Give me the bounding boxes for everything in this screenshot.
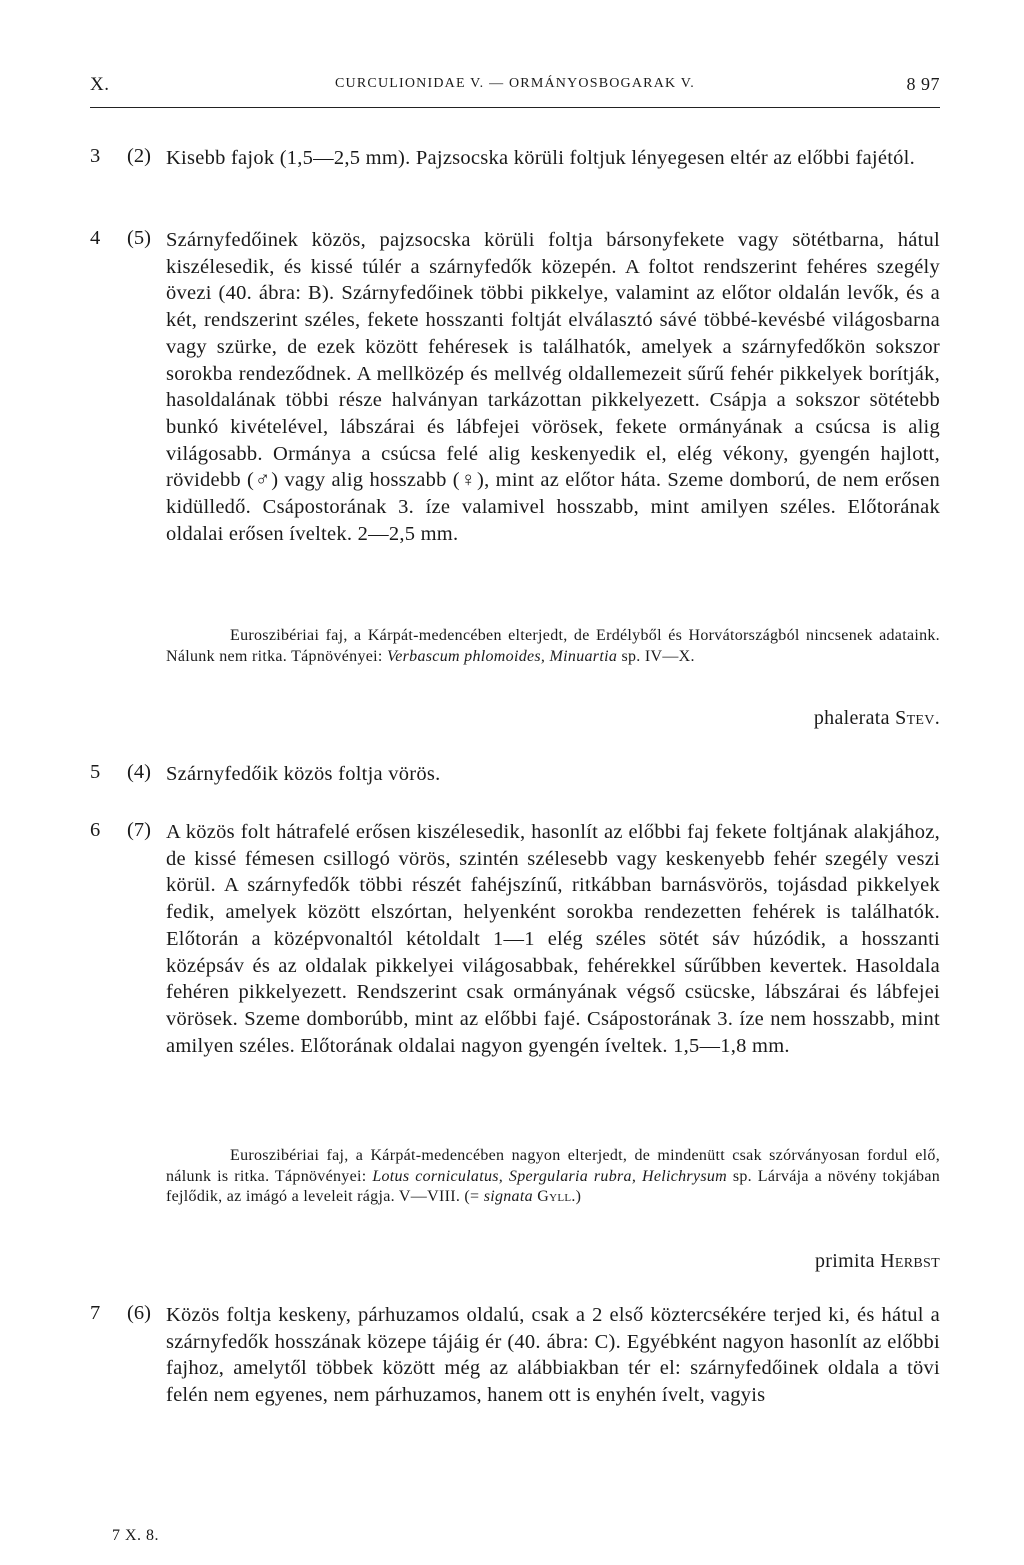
note-text-end: sp. IV—X. bbox=[617, 647, 695, 665]
note-text-end: ) bbox=[575, 1188, 582, 1205]
species-author: Stev. bbox=[895, 707, 940, 729]
entry-text: A közös folt hátrafelé erősen kiszélesedik, hasonlít az előbbi faj fekete foltjának alakjához, de kissé fémesen csillogó vörös, szintén szélesebb vagy keskenyebb fehér szegély veszi körül. A szárnyfedők többi részét fahéjszínű, ritkábban barnásvörös, tojásdad pikkelyek fedik, amelyek között elszórtan, helyenként sorokba rendezetten fehérek is találhatók. Előtorán a középvonaltól kétoldalt 1—1 elég széles sötét sáv húzódik, a hosszanti középsáv és az oldalak pikkelyei világosabbak, fehérekkel sűrűbben kevertek. Hasoldala fehéren pikkelyezett. Rendszerint csak ormányának végső csücske, lábszárai és lábfejei vörösek. Szeme domborúbb, mint az előbbi fajé. Csápostorának 3. íze nem hosszabb, mint amilyen széles. Előtorának oldalai nagyon gyengén íveltek. 1,5—1,8 mm. bbox=[166, 821, 940, 1057]
entry-number: 3 bbox=[90, 145, 101, 167]
entry-reference: (6) bbox=[127, 1302, 151, 1324]
entry-text: Szárnyfedőik közös foltja vörös. bbox=[166, 763, 441, 785]
entry-reference: (2) bbox=[127, 145, 151, 167]
entry-reference: (7) bbox=[127, 819, 151, 841]
running-header bbox=[90, 74, 940, 104]
plant-names: Verbascum phlomoides, Minuartia bbox=[386, 647, 618, 665]
entry-text: Kisebb fajok (1,5—2,5 mm). Pajzsocska körüli foltjuk lényegesen eltér az előbbi fajétól. bbox=[166, 147, 915, 169]
distribution-note bbox=[166, 626, 940, 667]
page-number: 8 97 bbox=[906, 74, 940, 94]
note-text-mid: sp. Lárvája a növény tokjában fejlődik, az imágó a leveleit rágja. V—VIII. (= bbox=[166, 1167, 941, 1205]
entry-number: 4 bbox=[90, 227, 101, 249]
entry-reference: (4) bbox=[127, 761, 151, 783]
note-text: Euroszibériai faj, a Kárpát-medencében nagyon elterjedt, de mindenütt csak szórványosan fordul elő, nálunk is ritka. Tápnövényei: bbox=[166, 1147, 940, 1185]
species-name bbox=[815, 1250, 940, 1273]
synonym-name: signata bbox=[483, 1188, 533, 1205]
species-name bbox=[814, 707, 940, 730]
synonym-author: Gyll. bbox=[537, 1188, 576, 1205]
entry-number: 7 bbox=[90, 1302, 101, 1324]
note-text: Euroszibériai faj, a Kárpát-medencében elterjedt, de Erdélyből és Horvátországból nincsenek adataink. Nálunk nem ritka. Tápnövényei: bbox=[166, 627, 940, 665]
header-rule bbox=[90, 107, 940, 108]
entry-reference: (5) bbox=[127, 227, 151, 249]
species-author: Herbst bbox=[880, 1250, 940, 1272]
entry-text: Közös foltja keskeny, párhuzamos oldalú, csak a 2 első köztercsékére terjed ki, és hátul a szárnyfedők hosszának közepe tájáig ér (40. ábra: C). Egyébként nagyon hasonlít az előbbi fajhoz, amelytől többek között még az alábbiakban tér el: szárnyfedőinek oldala a tövi felén nem egyenes, nem párhuzamos, hanem ott is enyhén ívelt, vagyis bbox=[166, 1304, 940, 1407]
entry-number: 6 bbox=[90, 819, 101, 841]
entry-number: 5 bbox=[90, 761, 101, 783]
chapter-number: X. bbox=[90, 74, 110, 95]
species-epithet: phalerata bbox=[813, 707, 890, 729]
signature-mark: 7 X. 8. bbox=[112, 1527, 160, 1544]
plant-names: Lotus corniculatus, Spergularia rubra, Helichrysum bbox=[372, 1167, 728, 1185]
species-epithet: primita bbox=[815, 1250, 875, 1272]
entry-text: Szárnyfedőinek közös, pajzsocska körüli foltja bársonyfekete vagy sötétbarna, hátul kiszélesedik, és kissé túlér a szárnyfedők közepén. A foltot rendszerint fehéres szegély övezi (40. ábra: B). Szárnyfedőinek többi pikkelye, valamint az előtor oldalán levők, és a két, rendszerint széles, fekete hosszanti foltját elválasztó sávé többé-kevésbé világosbarna vagy szürke, de ezek között fehéresek is találhatók, amelyek a szárnyfedőkön sokszor sorokba rendeződnek. A mellközép és mellvég oldallemezeit sűrű fehér pikkelyek borítják, hasoldalának többi része halványan tarkázottan pikkelyezett. Csápja a sokszor sötétebb bunkó kivételével, lábszárai és lábfejei vörösek, fekete ormányának a csúcsa is alig világosabb. Ormánya a csúcsa felé alig keskenyedik el, elég vékony, gyengén hajlott, rövidebb (♂) vagy alig hosszabb (♀), mint az előtor háta. Szeme domború, de nem erősen kidülledő. Csápostorának 3. íze valamivel hosszabb, mint amilyen széles. Előtorának oldalai erősen íveltek. 2—2,5 mm. bbox=[166, 229, 940, 545]
distribution-note bbox=[166, 1146, 940, 1208]
running-title: CURCULIONIDAE V. — ORMÁNYOSBOGARAK V. bbox=[335, 76, 695, 91]
